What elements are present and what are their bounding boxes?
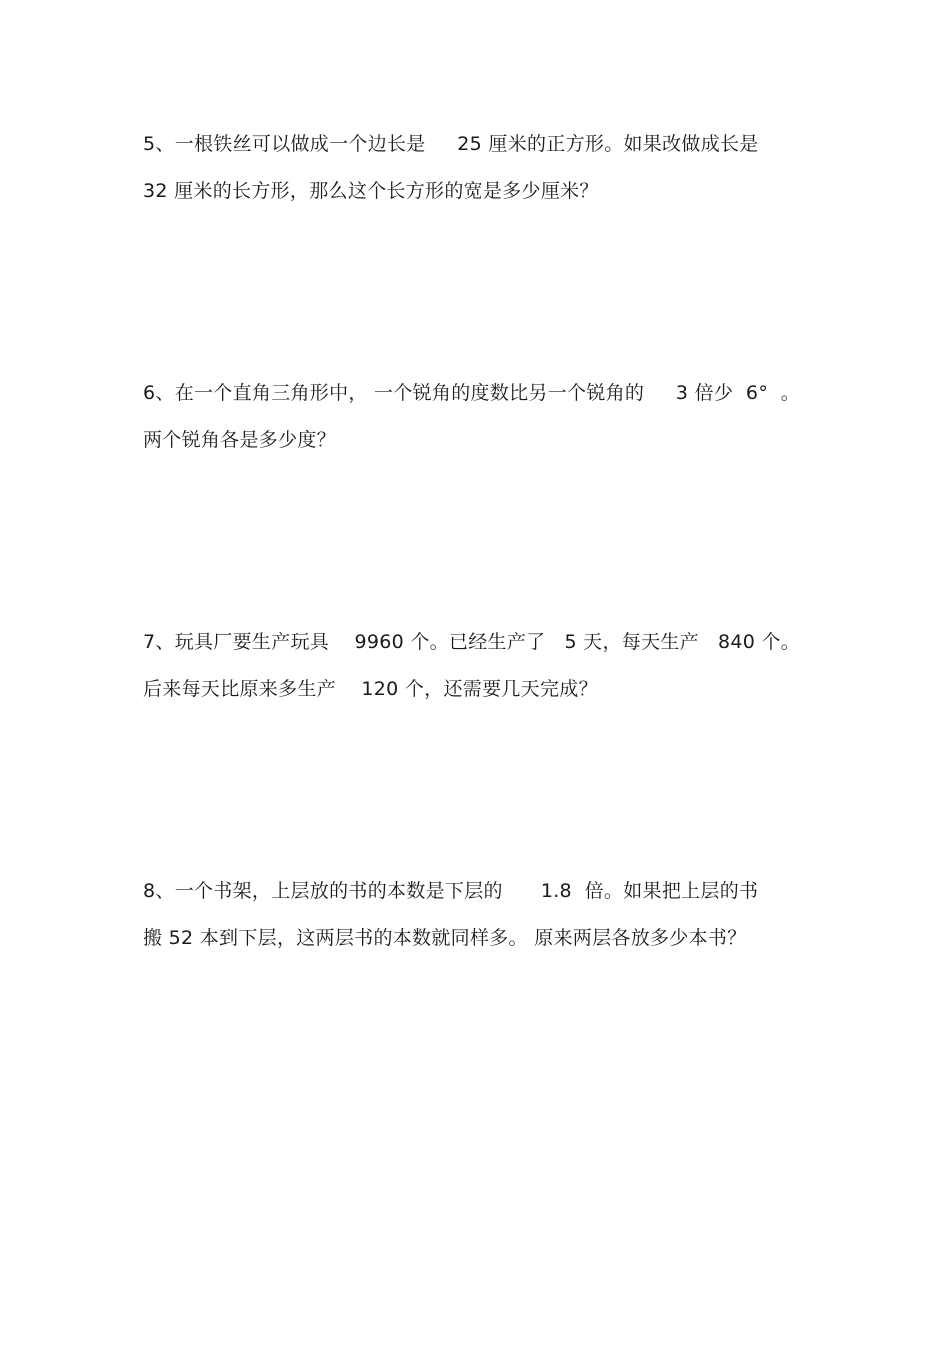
problem-5-line-2: 32 厘米的长方形，那么这个长方形的宽是多少厘米？ — [143, 180, 599, 202]
problem-8-line-1: 8、一个书架，上层放的书的本数是下层的 1.8 倍。如果把上层的书 — [143, 880, 759, 902]
problem-7-line-1: 7、玩具厂要生产玩具 9960 个。已经生产了 5 天，每天生产 840 个。 — [143, 631, 801, 653]
problem-8-line-2: 搬 52 本到下层，这两层书的本数就同样多。 原来两层各放多少本书？ — [143, 927, 747, 949]
problem-6-line-1: 6、在一个直角三角形中， 一个锐角的度数比另一个锐角的 3 倍少 6° 。 — [143, 382, 801, 404]
problem-6-line-2: 两个锐角各是多少度？ — [143, 429, 337, 451]
problem-5-line-1: 5、一根铁丝可以做成一个边长是 25 厘米的正方形。如果改做成长是 — [143, 133, 759, 155]
problem-7-line-2: 后来每天比原来多生产 120 个，还需要几天完成？ — [143, 678, 598, 700]
